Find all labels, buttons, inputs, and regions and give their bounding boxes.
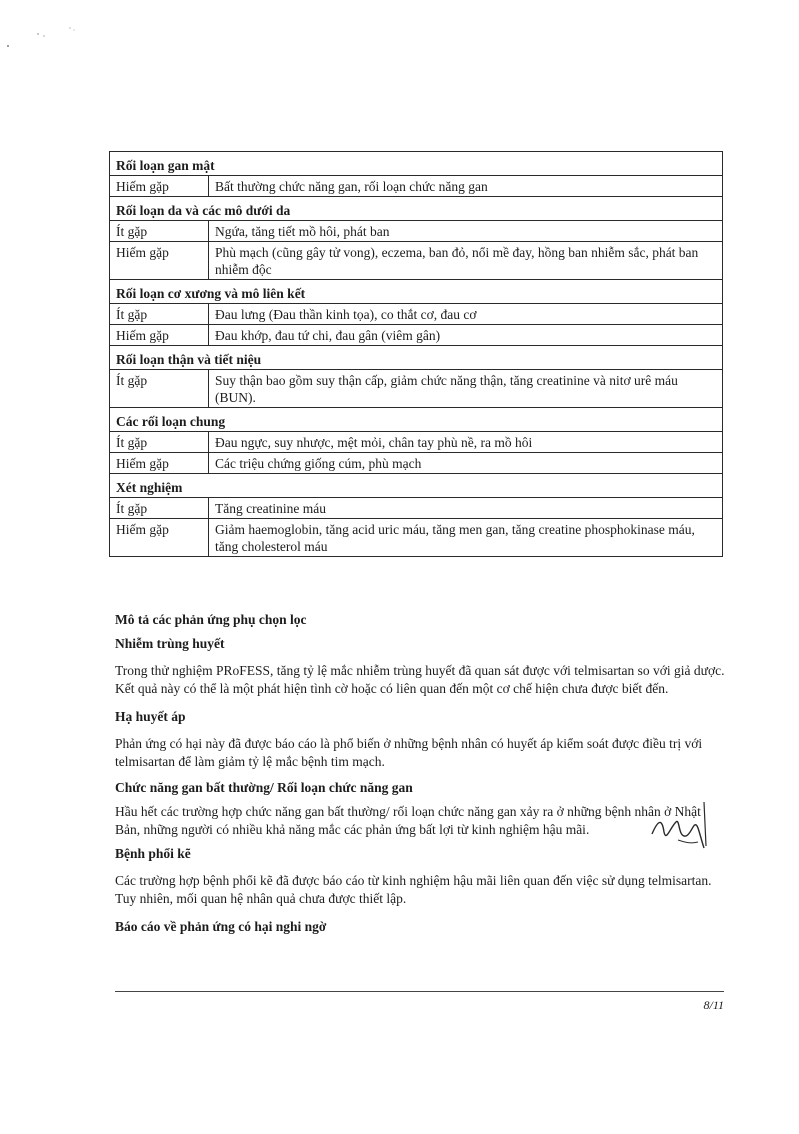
section-paragraph: Các trường hợp bệnh phổi kẽ đã được báo cáo từ kinh nghiệm hậu mãi liên quan đến việc sử dụng telmisartan. Tuy nhiên, mối quan hệ nhân quả chưa được thiết lập. [115,873,712,906]
table-row: Hiếm gặp Các triệu chứng giống cúm, phù mạch [110,453,723,474]
table-row: Hiếm gặp Phù mạch (cũng gây tử vong), eczema, ban đỏ, nổi mề đay, hồng ban nhiễm sắc, phát ban nhiễm độc [110,242,723,280]
handwritten-signature [648,798,710,856]
section-heading: Chức năng gan bất thường/ Rối loạn chức năng gan [115,780,413,795]
section-heading: Nhiễm trùng huyết [115,636,225,651]
table-row: Ít gặp Ngứa, tăng tiết mồ hôi, phát ban [110,221,723,242]
adverse-reactions-table [109,151,723,557]
table-row: Hiếm gặp Giảm haemoglobin, tăng acid uric máu, tăng men gan, tăng creatine phosphokinase máu, tăng cholesterol máu [110,519,723,557]
page-number: 8/11 [703,998,724,1012]
table-row: Hiếm gặp Đau khớp, đau tứ chi, đau gân (viêm gân) [110,325,723,346]
selected-reactions-section [115,611,725,936]
table-section-header: Xét nghiệm [110,474,723,498]
table-row: Ít gặp Suy thận bao gồm suy thận cấp, giảm chức năng thận, tăng creatinine và nitơ urê máu (BUN). [110,370,723,408]
table-section-header: Rối loạn da và các mô dưới da [110,197,723,221]
table-section-header: Rối loạn cơ xương và mô liên kết [110,280,723,304]
section-heading: Báo cáo về phản ứng có hại nghi ngờ [115,919,327,934]
footer-divider [115,991,724,992]
table-row: Hiếm gặp Bất thường chức năng gan, rối loạn chức năng gan [110,176,723,197]
section-paragraph: Hầu hết các trường hợp chức năng gan bất thường/ rối loạn chức năng gan xảy ra ở những bệnh nhân ở Nhật Bản, những người có nhiều khả năng mắc các phản ứng bất lợi từ kinh nghiệm hậu mãi. [115,804,701,837]
section-heading: Hạ huyết áp [115,709,186,724]
main-heading: Mô tả các phản ứng phụ chọn lọc [115,612,307,627]
table-section-header: Rối loạn gan mật [110,152,723,176]
table-row: Ít gặp Đau ngực, suy nhược, mệt mỏi, chân tay phù nề, ra mồ hôi [110,432,723,453]
table-section-header: Rối loạn thận và tiết niệu [110,346,723,370]
table-row: Ít gặp Đau lưng (Đau thần kinh tọa), co thắt cơ, đau cơ [110,304,723,325]
table-row: Ít gặp Tăng creatinine máu [110,498,723,519]
table-section-header: Các rối loạn chung [110,408,723,432]
section-paragraph: Phản ứng có hại này đã được báo cáo là phổ biến ở những bệnh nhân có huyết áp kiểm soát được điều trị với telmisartan để làm giảm tỷ lệ mắc bệnh tim mạch. [115,736,703,769]
scan-speckles [6,24,86,54]
section-paragraph: Trong thử nghiệm PRoFESS, tăng tỷ lệ mắc nhiễm trùng huyết đã quan sát được với telmisartan so với giả dược. Kết quả này có thể là một phát hiện tình cờ hoặc có liên quan đến một cơ chế hiện chưa được biết đến. [115,663,725,696]
section-heading: Bệnh phổi kẽ [115,846,191,861]
